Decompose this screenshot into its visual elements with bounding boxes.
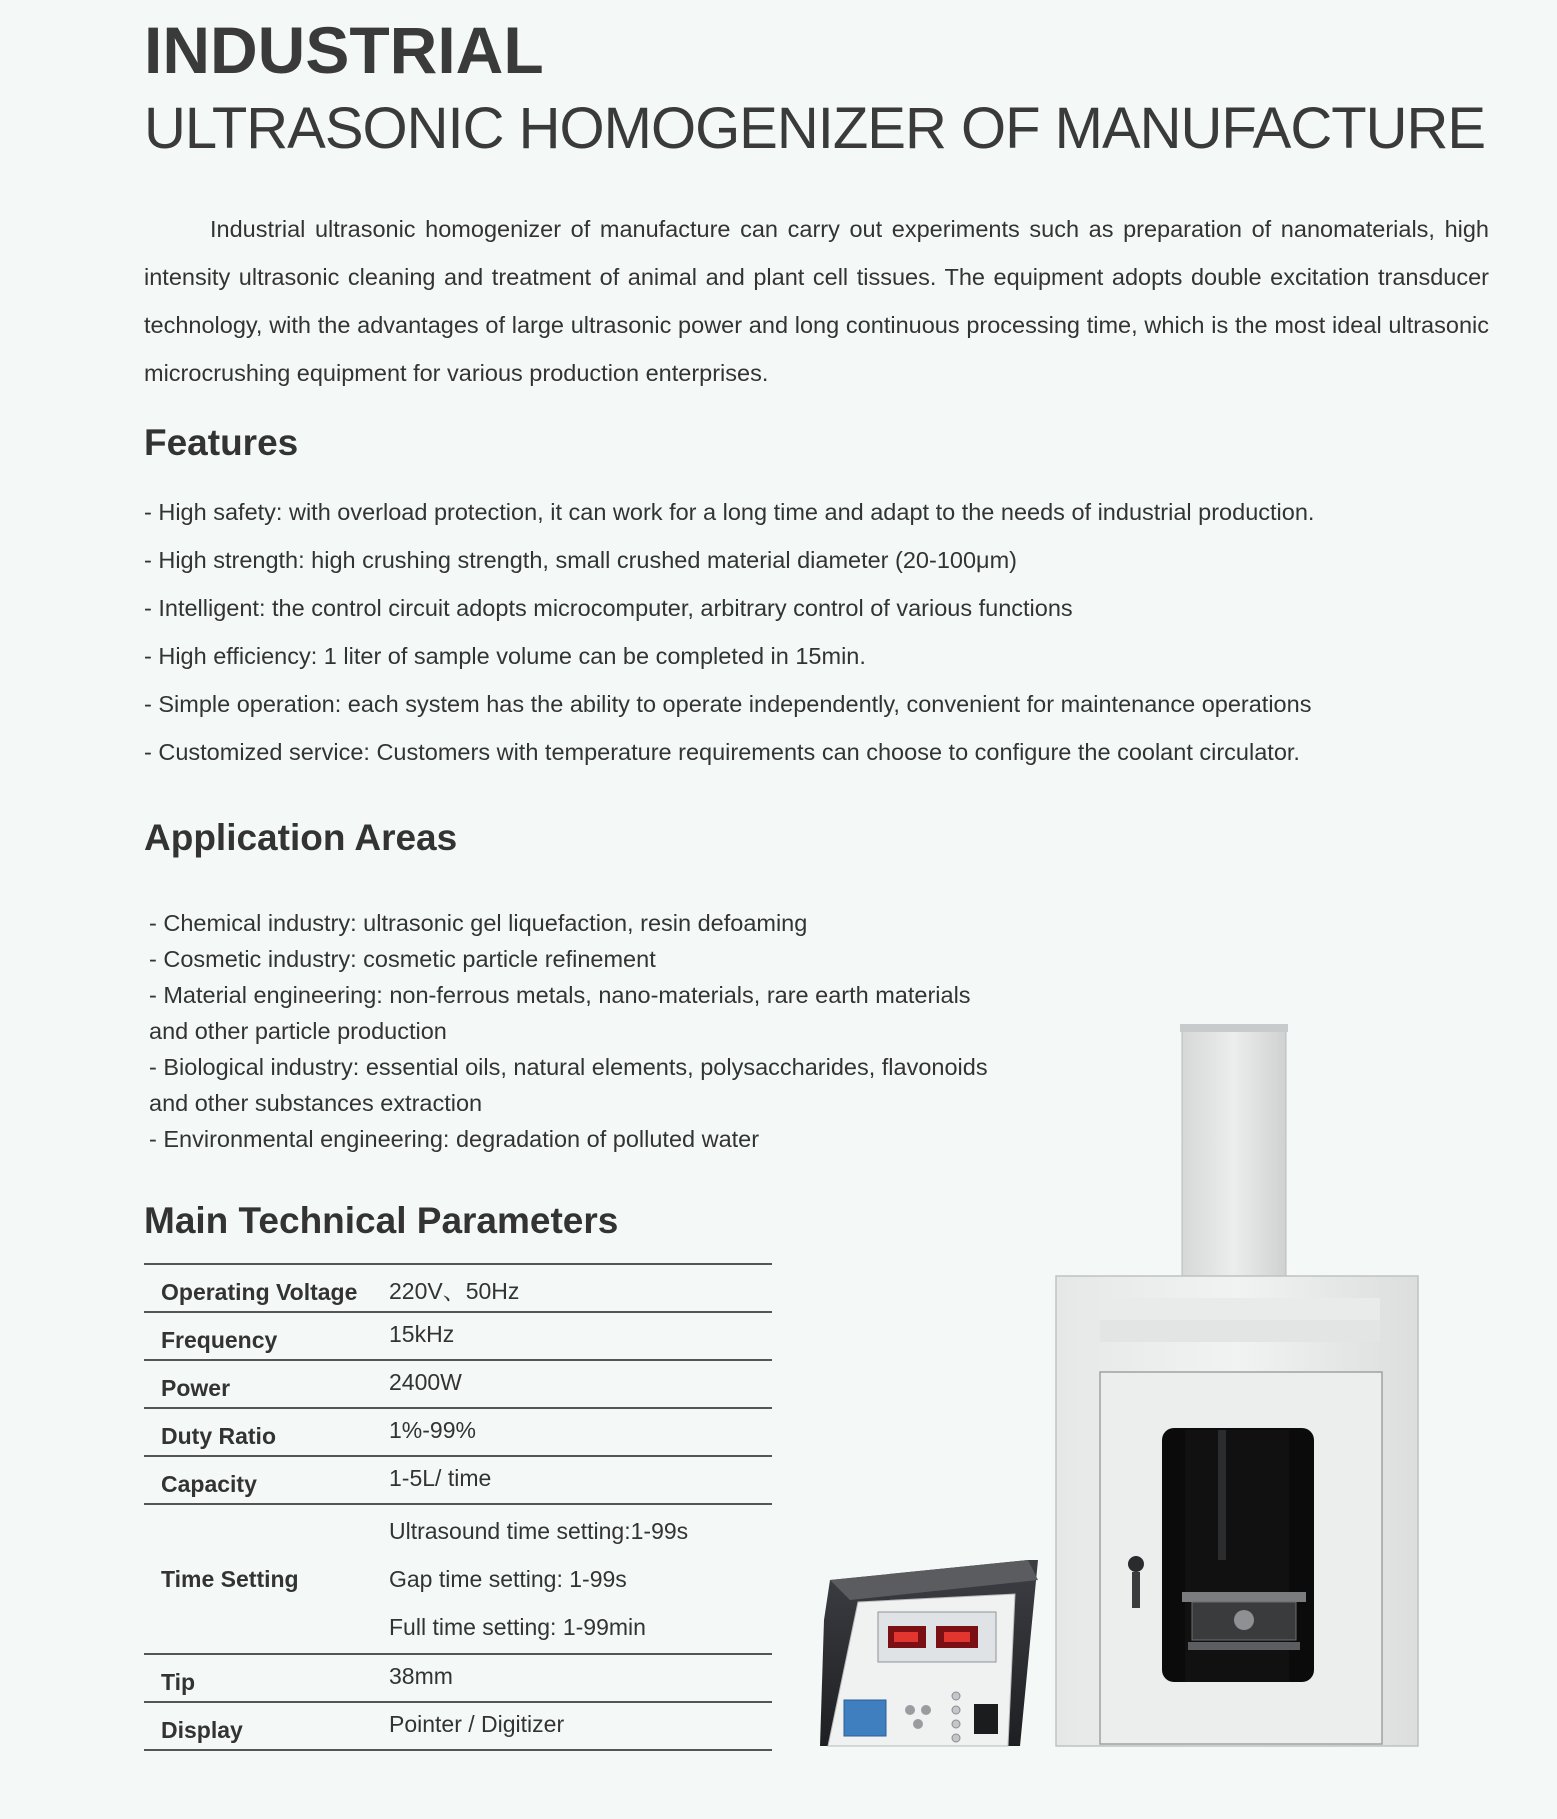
param-key: Display bbox=[144, 1702, 389, 1750]
param-key: Time Setting bbox=[144, 1504, 389, 1654]
feature-item: - Customized service: Customers with temperature requirements can choose to configure the coolant circulator. bbox=[144, 739, 1300, 765]
application-item: - Cosmetic industry: cosmetic particle refinement bbox=[149, 946, 656, 972]
params-heading: Main Technical Parameters bbox=[144, 1200, 619, 1241]
application-item: - Material engineering: non-ferrous metals, nano-materials, rare earth materials bbox=[149, 982, 971, 1008]
ultrasonic-generator bbox=[820, 1560, 1038, 1746]
params-table bbox=[144, 1263, 772, 1751]
param-value: 2400W bbox=[389, 1360, 772, 1408]
feature-item: - Simple operation: each system has the ability to operate independently, convenient for maintenance operations bbox=[144, 691, 1312, 717]
param-value: Full time setting: 1-99min bbox=[389, 1614, 646, 1640]
param-key: Operating Voltage bbox=[144, 1264, 389, 1312]
product-photo bbox=[810, 1020, 1430, 1750]
param-key: Frequency bbox=[144, 1312, 389, 1360]
feature-item: - High safety: with overload protection, it can work for a long time and adapt to the needs of industrial production. bbox=[144, 499, 1315, 525]
table-row bbox=[144, 1312, 772, 1360]
application-item: and other substances extraction bbox=[149, 1090, 483, 1116]
table-row bbox=[144, 1654, 772, 1702]
table-row bbox=[144, 1456, 772, 1504]
table-row bbox=[144, 1360, 772, 1408]
table-row bbox=[144, 1504, 772, 1654]
table-row bbox=[144, 1408, 772, 1456]
application-item: - Biological industry: essential oils, natural elements, polysaccharides, flavonoids bbox=[149, 1054, 988, 1080]
param-value: 1-5L/ time bbox=[389, 1456, 772, 1504]
param-value: Ultrasound time setting:1-99s bbox=[389, 1518, 689, 1544]
param-key: Capacity bbox=[144, 1456, 389, 1504]
param-value: 1%-99% bbox=[389, 1408, 772, 1456]
param-value: 15kHz bbox=[389, 1312, 772, 1360]
intro-text: Industrial ultrasonic homogenizer of manufacture can carry out experiments such as preparation of nanomaterials, high intensity ultrasonic cleaning and treatment of animal and plant cell tissues. The equipment adopts double excitation transducer technology, with the advantages of large ultrasonic power and long continuous processing time, which is the most ideal ultrasonic microcrushing equipment for various production enterprises. bbox=[144, 216, 1489, 386]
param-value: 38mm bbox=[389, 1654, 772, 1702]
sound-proof-cabinet bbox=[1056, 1276, 1418, 1746]
table-row bbox=[144, 1702, 772, 1750]
param-value: Gap time setting: 1-99s bbox=[389, 1566, 627, 1592]
application-item: and other particle production bbox=[149, 1018, 447, 1044]
intro-paragraph bbox=[144, 205, 1489, 397]
feature-item: - High efficiency: 1 liter of sample volume can be completed in 15min. bbox=[144, 643, 866, 669]
features-heading: Features bbox=[144, 422, 299, 463]
page-title: INDUSTRIAL bbox=[144, 13, 544, 87]
param-value: Pointer / Digitizer bbox=[389, 1702, 772, 1750]
param-value: 220V、50Hz bbox=[389, 1264, 772, 1312]
feature-item: - High strength: high crushing strength, small crushed material diameter (20-100μm) bbox=[144, 547, 1017, 573]
features-list bbox=[144, 488, 1490, 776]
param-key: Duty Ratio bbox=[144, 1408, 389, 1456]
application-item: - Environmental engineering: degradation of polluted water bbox=[149, 1126, 760, 1152]
param-key: Power bbox=[144, 1360, 389, 1408]
transducer-column bbox=[1180, 1024, 1288, 1276]
application-item: - Chemical industry: ultrasonic gel liquefaction, resin defoaming bbox=[149, 910, 808, 936]
applications-heading: Application Areas bbox=[144, 817, 458, 858]
table-row bbox=[144, 1264, 772, 1312]
param-value-group bbox=[389, 1504, 772, 1654]
page-subtitle: ULTRASONIC HOMOGENIZER OF MANUFACTURE bbox=[144, 96, 1486, 161]
param-key: Tip bbox=[144, 1654, 389, 1702]
feature-item: - Intelligent: the control circuit adopts microcomputer, arbitrary control of various functions bbox=[144, 595, 1073, 621]
